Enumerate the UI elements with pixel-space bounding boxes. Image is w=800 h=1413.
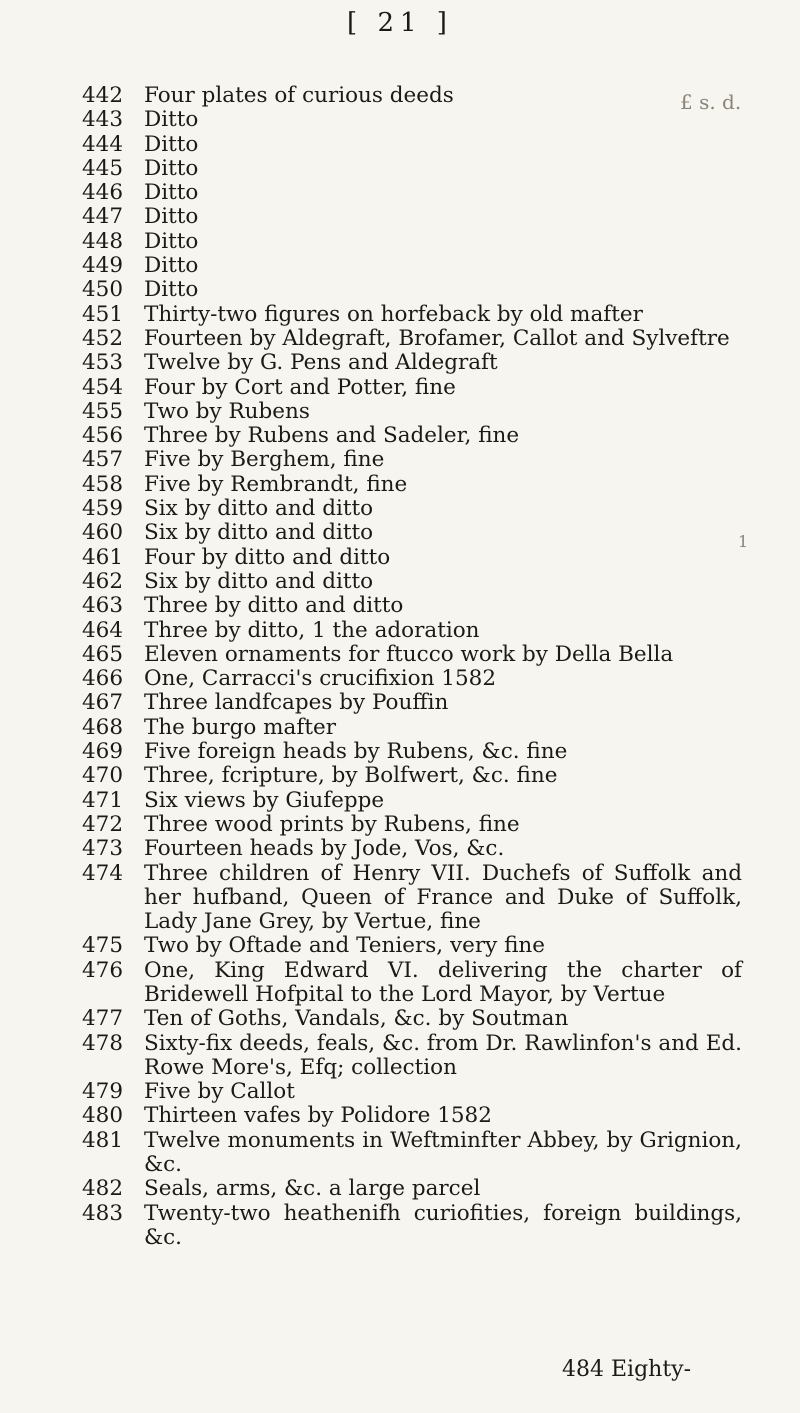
lot-list: [82, 84, 742, 1250]
lot-number: 483: [82, 1200, 124, 1226]
lot-entry: [82, 230, 742, 254]
lot-description: Five by Berghem, fine: [144, 447, 385, 473]
lot-number: 478: [82, 1030, 124, 1056]
lot-number: 446: [82, 180, 124, 206]
lot-description: Five by Rembrandt, fine: [144, 471, 408, 497]
lot-entry: [82, 862, 742, 935]
lot-description: Twelve by G. Pens and Aldegraft: [144, 350, 498, 376]
lot-entry: [82, 376, 742, 400]
lot-number: 468: [82, 714, 124, 740]
lot-number: 475: [82, 933, 124, 959]
lot-description: Fourteen heads by Jode, Vos, &c.: [144, 836, 505, 862]
lot-number: 466: [82, 666, 124, 692]
lot-number: 443: [82, 107, 124, 133]
lot-entry: [82, 303, 742, 327]
lot-entry: [82, 278, 742, 302]
margin-mark: 1: [738, 532, 749, 551]
lot-description: Three, fcripture, by Bolfwert, &c. fine: [144, 763, 558, 789]
lot-description: Eleven ornaments for ftucco work by Della Bella: [144, 641, 674, 667]
lot-number: 465: [82, 641, 124, 667]
lot-entry: [82, 497, 742, 521]
lot-description: Ditto: [144, 131, 199, 157]
lot-entry: [82, 448, 742, 472]
lot-number: 463: [82, 593, 124, 619]
lot-entry: [82, 667, 742, 691]
lot-number: 469: [82, 739, 124, 765]
lot-entry: [82, 789, 742, 813]
lot-entry: [82, 181, 742, 205]
lot-entry: [82, 400, 742, 424]
lot-entry: [82, 546, 742, 570]
lot-description: Thirty-two figures on horfeback by old mafter: [144, 301, 643, 327]
lot-description: Four plates of curious deeds: [144, 83, 454, 108]
lot-entry: [82, 1177, 742, 1201]
page-number: [ 21 ]: [347, 8, 453, 38]
lot-number: 462: [82, 568, 124, 594]
lot-number: 464: [82, 617, 124, 643]
lot-entry: [82, 959, 742, 1008]
lot-number: 477: [82, 1006, 124, 1032]
lot-number: 470: [82, 763, 124, 789]
lot-entry: [82, 764, 742, 788]
lot-entry: [82, 813, 742, 837]
lot-description: Five by Callot: [144, 1079, 295, 1105]
lot-description: Sixty-fix deeds, feals, &c. from Dr. Rawlinfon's and Ed. Rowe More's, Efq; collection: [144, 1030, 742, 1080]
lot-number: 467: [82, 690, 124, 716]
lot-description: Six by ditto and ditto: [144, 496, 374, 522]
lot-description: Five foreign heads by Rubens, &c. fine: [144, 739, 568, 765]
lot-description: Twenty-two heathenifh curiofities, foreign buildings, &c.: [144, 1200, 742, 1250]
lot-description: Fourteen by Aldegraft, Brofamer, Callot and Sylveftre: [144, 325, 730, 351]
lot-number: 460: [82, 520, 124, 546]
lot-number: 473: [82, 836, 124, 862]
lot-entry: [82, 133, 742, 157]
lot-entry: [82, 1080, 742, 1104]
lot-description: Six by ditto and ditto: [144, 568, 374, 594]
lot-number: 447: [82, 204, 124, 230]
lot-description: One, King Edward VI. delivering the charter of Bridewell Hofpital to the Lord Mayor, by Vertue: [144, 957, 742, 1007]
lot-entry: [82, 1129, 742, 1178]
lot-description: Three by ditto, 1 the adoration: [144, 617, 480, 643]
catchword: 484 Eighty-: [562, 1357, 692, 1382]
lot-entry: [82, 1007, 742, 1031]
lot-number: 479: [82, 1079, 124, 1105]
price-column-mark: £ s. d.: [680, 90, 742, 114]
lot-entry: [82, 716, 742, 740]
lot-number: 453: [82, 350, 124, 376]
lot-description: Ditto: [144, 155, 199, 181]
lot-entry: [82, 570, 742, 594]
lot-entry: [82, 521, 742, 545]
lot-description: Ditto: [144, 204, 199, 230]
lot-description: Thirteen vafes by Polidore 1582: [144, 1103, 492, 1129]
lot-description: Three children of Henry VII. Duchefs of Suffolk and her hufband, Queen of France and Duke of Suffolk, Lady Jane Grey, by Vertue, fine: [144, 860, 742, 935]
lot-number: 476: [82, 957, 124, 983]
lot-description: Three landfcapes by Pouffin: [144, 690, 449, 716]
lot-entry: [82, 619, 742, 643]
lot-description: Three wood prints by Rubens, fine: [144, 811, 520, 837]
lot-entry: [82, 351, 742, 375]
lot-description: Three by Rubens and Sadeler, fine: [144, 423, 520, 449]
lot-entry: [82, 205, 742, 229]
lot-description: Ditto: [144, 180, 199, 206]
lot-number: 455: [82, 398, 124, 424]
lot-number: 448: [82, 228, 124, 254]
lot-description: Two by Oftade and Teniers, very fine: [144, 933, 545, 959]
lot-description: Ditto: [144, 228, 199, 254]
lot-entry: [82, 691, 742, 715]
lot-description: One, Carracci's crucifixion 1582: [144, 666, 497, 692]
lot-entry: [82, 934, 742, 958]
lot-description: The burgo mafter: [144, 714, 336, 740]
lot-description: Three by ditto and ditto: [144, 593, 404, 619]
lot-description: Twelve monuments in Weftminfter Abbey, by Grignion, &c.: [144, 1127, 742, 1178]
lot-entry: [82, 254, 742, 278]
lot-number: 482: [82, 1176, 124, 1202]
lot-entry: [82, 108, 742, 132]
lot-description: Six views by Giufeppe: [144, 787, 385, 813]
lot-description: Four by Cort and Potter, fine: [144, 374, 456, 400]
lot-description: Ditto: [144, 107, 199, 133]
lot-entry: [82, 84, 742, 108]
lot-entry: [82, 740, 742, 764]
lot-number: 456: [82, 423, 124, 449]
lot-number: 451: [82, 301, 124, 327]
lot-description: Ditto: [144, 253, 199, 279]
lot-description: Two by Rubens: [144, 398, 310, 424]
lot-number: 481: [82, 1127, 124, 1153]
lot-number: 442: [82, 83, 124, 108]
lot-number: 471: [82, 787, 124, 813]
lot-description: Ten of Goths, Vandals, &c. by Soutman: [144, 1006, 569, 1032]
lot-description: Seals, arms, &c. a large parcel: [144, 1176, 481, 1202]
lot-entry: [82, 424, 742, 448]
lot-entry: [82, 157, 742, 181]
lot-entry: [82, 837, 742, 861]
lot-entry: [82, 1202, 742, 1251]
lot-entry: [82, 594, 742, 618]
lot-number: 480: [82, 1103, 124, 1129]
lot-description: Ditto: [144, 277, 199, 303]
lot-entry: [82, 643, 742, 667]
lot-number: 450: [82, 277, 124, 303]
lot-number: 445: [82, 155, 124, 181]
lot-entry: [82, 327, 742, 351]
lot-description: Four by ditto and ditto: [144, 544, 391, 570]
lot-entry: [82, 1032, 742, 1081]
lot-number: 454: [82, 374, 124, 400]
lot-number: 452: [82, 325, 124, 351]
lot-number: 457: [82, 447, 124, 473]
lot-description: Six by ditto and ditto: [144, 520, 374, 546]
lot-number: 444: [82, 131, 124, 157]
lot-number: 458: [82, 471, 124, 497]
lot-entry: [82, 1104, 742, 1128]
lot-number: 449: [82, 253, 124, 279]
lot-number: 461: [82, 544, 124, 570]
lot-entry: [82, 473, 742, 497]
lot-number: 474: [82, 860, 124, 886]
lot-number: 472: [82, 811, 124, 837]
lot-number: 459: [82, 496, 124, 522]
